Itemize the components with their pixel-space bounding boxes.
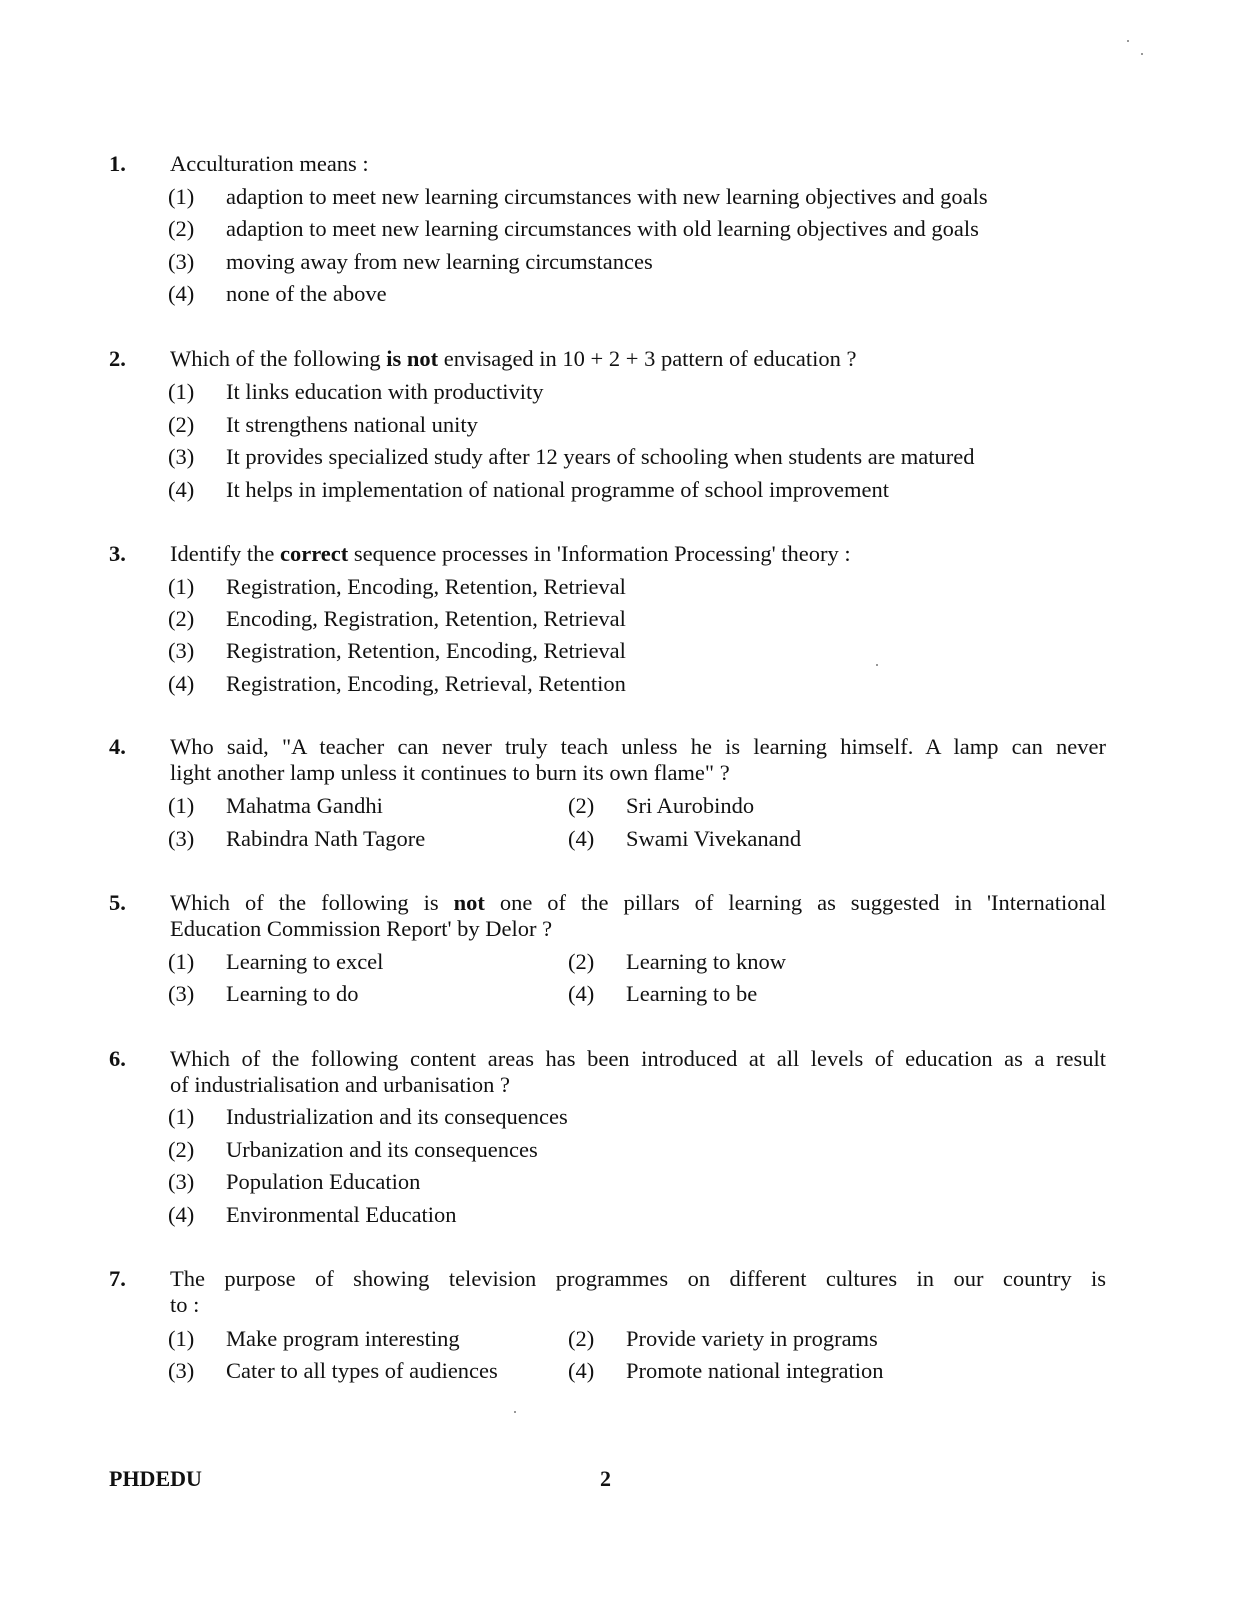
- emphasis-text: is not: [386, 346, 439, 371]
- page-number: 2: [600, 1466, 611, 1491]
- question-number: 3.: [109, 541, 126, 566]
- question-text: Identify the correct sequence processes in 'Information Processing' theory :: [170, 541, 851, 566]
- question-text-line-2: to :: [170, 1292, 200, 1317]
- scan-speck: [876, 664, 878, 666]
- question-text: Which of the following is not envisaged in 10 + 2 + 3 pattern of education ?: [170, 346, 857, 371]
- question-number: 7.: [109, 1266, 126, 1291]
- question-text-line-1: Who said, "A teacher can never truly teach unless he is learning himself. A lamp can never: [170, 734, 1106, 759]
- question-number: 6.: [109, 1046, 126, 1071]
- question-number: 5.: [109, 890, 126, 915]
- scan-speck: [514, 1411, 516, 1413]
- scan-speck: [1141, 53, 1143, 55]
- question-number: 1.: [109, 151, 126, 176]
- question-text-line-2: of industrialisation and urbanisation ?: [170, 1072, 510, 1097]
- question-number: 2.: [109, 346, 126, 371]
- question-text-line-1: Which of the following content areas has been introduced at all levels of education as a result: [170, 1046, 1106, 1071]
- question-number: 4.: [109, 734, 126, 759]
- emphasis-text: not: [453, 890, 485, 915]
- question-text-line-1: The purpose of showing television programmes on different cultures in our country is: [170, 1266, 1106, 1291]
- question-text-line-1: Which of the following is not one of the pillars of learning as suggested in 'International: [170, 890, 1106, 915]
- question-text-line-2: Education Commission Report' by Delor ?: [170, 916, 553, 941]
- question-text-line-2: light another lamp unless it continues to burn its own flame" ?: [170, 760, 730, 785]
- emphasis-text: correct: [279, 541, 349, 566]
- paper-code: PHDEDU: [109, 1466, 202, 1491]
- question-text: Acculturation means :: [170, 151, 369, 176]
- exam-page: 1. Acculturation means : (1) adaption to meet new learning circumstances with new learning objectives and goals (2) adaption to meet new learning circumstances with old learning objectives and goals (3) moving away from new learning circumstances (4) none of the above 2. Which of the following is not envisaged in 10 + 2 + 3 pattern of education ? (1) It links education with productivity (2) It strengthens national unity (3) It provides specialized study after 12 years of schooling when students are matured (4) It helps in implementation of national programme of school improvement 3. Identify the correct sequence processes in 'Information Processing' theory : (1) Registration, Encoding, Retention, Retrieval (2) Encoding, Registration, Retention, Retrieval (3) Registration, Retention, Encoding, Retrieval (4) Registration, Encoding, Retrieval, Retention 4. Who said, "A teacher can never truly teach unless he is learning himself. A lamp can never light another lamp unless it continues to burn its own flame" ? (1) Mahatma Gandhi (2) Sri Aurobindo (3) Rabindra Nath Tagore (4) Swami Vivekanand 5. Which of the following is not one of the pillars of learning as suggested in 'International Education Commission Report' by Delor ? (1) Learning to excel (2) Learning to know (3) Learning to do (4) Learning to be 6. Which of the following content areas has been introduced at all levels of education as a result of industrialisation and urbanisation ? (1) Industrialization and its consequences (2) Urbanization and its consequences (3) Population Education (4) Environmental Education 7. The purpose of showing television programmes on different cultures in our country is to : (1) Make program interesting (2) Provide variety in programs (3) Cater to all types of audiences (4) Promote national integration PHDEDU 2: [0, 0, 1240, 1611]
- scan-speck: [1127, 40, 1129, 42]
